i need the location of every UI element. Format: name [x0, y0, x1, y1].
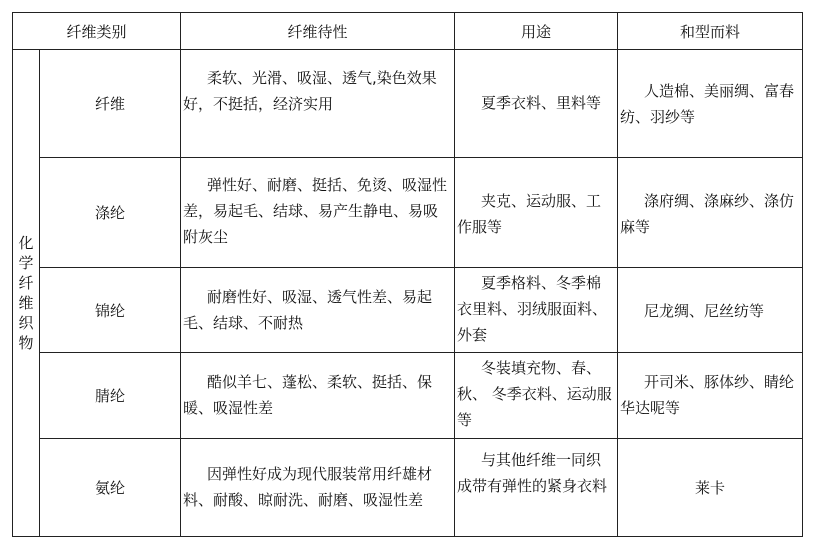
fabric-cell [618, 353, 803, 439]
table-row [13, 50, 803, 158]
header-usage: 用途 [455, 13, 618, 50]
fabric-text: 人造棉、美丽绸、富春纺、羽纱等 [620, 82, 795, 126]
table-row [13, 439, 803, 537]
usage-text: 冬装填充物、春、秋、 冬季衣料、运动服等 [457, 359, 612, 429]
header-property: 纤维待性 [181, 13, 455, 50]
property-cell [181, 268, 455, 353]
property-text: 因弹性好成为现代服装常用纤雄材料、耐酸、晾耐洗、耐磨、吸湿性差 [183, 465, 433, 509]
fiber-name: 腈纶 [40, 353, 181, 439]
group-label-cell [13, 50, 40, 537]
table-row [13, 353, 803, 439]
fabric-cell [618, 50, 803, 158]
table-row [13, 268, 803, 353]
property-cell [181, 50, 455, 158]
usage-cell [455, 353, 618, 439]
header-row [13, 13, 803, 50]
fiber-name: 纤维 [40, 50, 181, 158]
usage-text: 夹克、运动服、工作服等 [457, 192, 602, 236]
header-fabric: 和型而料 [618, 13, 803, 50]
property-cell [181, 158, 455, 268]
usage-cell [455, 158, 618, 268]
table-row [13, 158, 803, 268]
fiber-name: 锦纶 [40, 268, 181, 353]
property-text: 酷似羊七、蓬松、柔软、挺括、保暖、吸湿性差 [183, 373, 433, 417]
group-label: 化学纤维织物 [18, 234, 34, 352]
property-text: 弹性好、耐磨、挺括、免烫、吸湿性差，易起毛、结球、易产生静电、易吸附灰尘 [183, 176, 448, 246]
property-cell [181, 353, 455, 439]
usage-cell [455, 50, 618, 158]
usage-cell [455, 268, 618, 353]
property-text: 耐磨性好、吸湿、透气性差、易起毛、结球、不耐热 [183, 288, 433, 332]
fiber-name: 涤纶 [40, 158, 181, 268]
fabric-cell: 莱卡 [618, 439, 803, 537]
fabric-text: 涤府绸、涤麻纱、涤仿 麻等 [620, 192, 795, 236]
fiber-name: 氨纶 [40, 439, 181, 537]
fabric-cell [618, 268, 803, 353]
fabric-text: 开司米、豚体纱、睛纶华达呢等 [620, 373, 795, 417]
fabric-text: 尼龙绸、尼丝纺等 [644, 302, 765, 320]
usage-text: 与其他纤维一同织成带有弹性的紧身衣料 [457, 451, 608, 495]
fabric-cell [618, 158, 803, 268]
usage-text: 夏季衣料、里料等 [481, 94, 602, 112]
usage-text: 夏季格料、冬季棉衣里料、羽绒服面料、外套 [457, 274, 608, 344]
fiber-table [12, 12, 803, 537]
property-text: 柔软、光滑、吸湿、透气,染色效果好，不挺括，经济实用 [183, 69, 437, 113]
usage-cell [455, 439, 618, 537]
header-category: 纤维类别 [13, 13, 181, 50]
property-cell [181, 439, 455, 537]
